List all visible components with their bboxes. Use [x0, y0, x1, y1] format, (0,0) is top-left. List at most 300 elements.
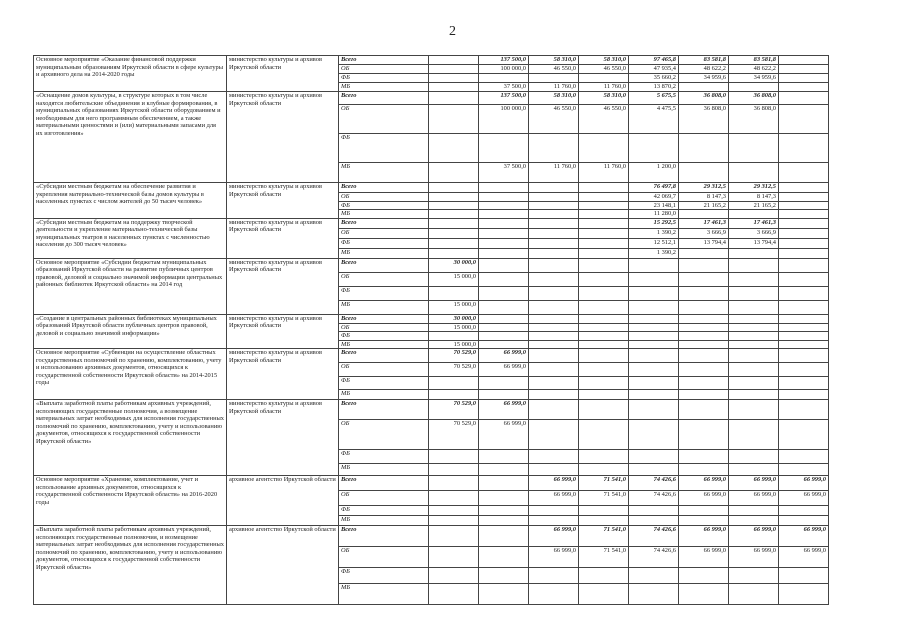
value-cell: 4 475,5	[629, 105, 679, 134]
source-label: ОБ	[339, 105, 429, 134]
value-cell	[679, 248, 729, 258]
value-cell	[579, 201, 629, 210]
value-cell: 100 000,0	[479, 105, 529, 134]
value-cell	[679, 420, 729, 450]
value-cell: 66 999,0	[729, 491, 779, 506]
value-cell: 137 500,0	[479, 92, 529, 105]
value-cell	[579, 516, 629, 526]
value-cell	[729, 332, 779, 341]
value-cell	[429, 83, 479, 92]
source-label: Всего	[339, 92, 429, 105]
value-cell	[779, 238, 829, 248]
source-label: МБ	[339, 516, 429, 526]
value-cell	[479, 228, 529, 238]
source-label: МБ	[339, 584, 429, 605]
value-cell	[429, 547, 479, 568]
value-cell: 66 999,0	[529, 547, 579, 568]
activity-description: «Субсидии местным бюджетам на обеспечение развития и укрепления материально-технической базы домов культуры в населенных пунктах с числом жителей до 50 тысяч человек»	[34, 183, 227, 219]
value-cell	[429, 56, 479, 65]
source-label: ФБ	[339, 238, 429, 248]
value-cell	[579, 258, 629, 272]
value-cell	[579, 248, 629, 258]
value-cell: 74 426,6	[629, 476, 679, 491]
value-cell	[529, 584, 579, 605]
value-cell: 1 200,0	[629, 163, 679, 183]
value-cell	[629, 516, 679, 526]
value-cell: 15 000,0	[429, 340, 479, 349]
value-cell: 21 165,2	[679, 201, 729, 210]
source-label: ФБ	[339, 450, 429, 464]
source-label: ФБ	[339, 377, 429, 390]
value-cell: 46 550,0	[579, 105, 629, 134]
value-cell	[779, 300, 829, 314]
value-cell	[729, 300, 779, 314]
source-label: Всего	[339, 183, 429, 193]
value-cell	[579, 74, 629, 83]
value-cell	[479, 210, 529, 219]
value-cell: 74 426,6	[629, 526, 679, 547]
value-cell	[779, 420, 829, 450]
value-cell: 83 581,8	[679, 56, 729, 65]
value-cell	[479, 193, 529, 202]
table-row	[34, 56, 829, 65]
value-cell	[679, 349, 729, 363]
value-cell: 13 794,4	[679, 238, 729, 248]
value-cell	[479, 584, 529, 605]
value-cell: 34 959,6	[679, 74, 729, 83]
executor-cell: министерство культуры и архивов Иркутской области	[227, 314, 339, 349]
source-label: МБ	[339, 300, 429, 314]
source-label: Всего	[339, 349, 429, 363]
value-cell	[729, 400, 779, 420]
value-cell	[779, 400, 829, 420]
value-cell: 74 426,6	[629, 547, 679, 568]
value-cell	[479, 323, 529, 332]
value-cell	[529, 400, 579, 420]
value-cell	[529, 363, 579, 377]
value-cell	[529, 464, 579, 476]
value-cell	[479, 516, 529, 526]
value-cell: 11 760,0	[579, 83, 629, 92]
value-cell	[729, 450, 779, 464]
value-cell: 15 000,0	[429, 300, 479, 314]
value-cell	[479, 464, 529, 476]
value-cell: 30 000,0	[429, 314, 479, 323]
value-cell	[679, 377, 729, 390]
source-label: Всего	[339, 476, 429, 491]
executor-cell: архивное агентство Иркутской области	[227, 476, 339, 526]
value-cell: 13 794,4	[729, 238, 779, 248]
value-cell	[529, 332, 579, 341]
activity-description: «Выплата заработной платы работникам архивных учреждений, исполняющих государственные полномочия, а возмещение материальных затрат необходимых для исполнения государственных полномочий по хранению, комплектованию, учету и использованию документов, относящихся к государственной собственности Иркутской области»	[34, 400, 227, 476]
value-cell	[779, 377, 829, 390]
activity-description: «Выплата заработной платы работникам архивных учреждений, исполняющих государственные полномочия, и возмещение материальных затрат необходимых для исполнения государственных полномочий по хранению, комплектованию, учету и использованию документов, относящихся к государственной собственности Иркутской области»	[34, 526, 227, 605]
value-cell	[579, 420, 629, 450]
value-cell	[579, 340, 629, 349]
value-cell	[779, 92, 829, 105]
value-cell: 13 870,2	[629, 83, 679, 92]
value-cell	[579, 134, 629, 163]
value-cell	[529, 340, 579, 349]
value-cell	[629, 506, 679, 516]
value-cell	[779, 314, 829, 323]
value-cell: 66 999,0	[729, 476, 779, 491]
value-cell: 37 500,0	[479, 83, 529, 92]
value-cell	[679, 210, 729, 219]
value-cell	[729, 377, 779, 390]
value-cell	[429, 218, 479, 228]
value-cell	[779, 56, 829, 65]
source-label: ОБ	[339, 491, 429, 506]
value-cell	[529, 377, 579, 390]
value-cell	[429, 516, 479, 526]
source-label: МБ	[339, 390, 429, 400]
value-cell	[679, 332, 729, 341]
executor-cell: министерство культуры и архивов Иркутской области	[227, 218, 339, 258]
value-cell	[479, 300, 529, 314]
value-cell	[679, 568, 729, 584]
value-cell	[429, 568, 479, 584]
value-cell	[429, 193, 479, 202]
value-cell	[429, 134, 479, 163]
value-cell	[529, 506, 579, 516]
executor-cell: министерство культуры и архивов Иркутской области	[227, 400, 339, 476]
source-label: ОБ	[339, 65, 429, 74]
value-cell: 17 461,3	[679, 218, 729, 228]
value-cell	[679, 258, 729, 272]
source-label: МБ	[339, 210, 429, 219]
value-cell	[479, 450, 529, 464]
value-cell	[479, 134, 529, 163]
value-cell	[629, 314, 679, 323]
value-cell	[729, 584, 779, 605]
value-cell	[529, 349, 579, 363]
value-cell: 5 675,5	[629, 92, 679, 105]
value-cell	[629, 340, 679, 349]
value-cell	[479, 314, 529, 323]
value-cell	[529, 516, 579, 526]
value-cell: 1 390,2	[629, 248, 679, 258]
value-cell	[629, 390, 679, 400]
executor-cell: архивное агентство Иркутской области	[227, 526, 339, 605]
value-cell	[529, 390, 579, 400]
value-cell: 35 660,2	[629, 74, 679, 83]
source-label: ОБ	[339, 323, 429, 332]
value-cell: 21 165,2	[729, 201, 779, 210]
executor-cell: министерство культуры и архивов Иркутской области	[227, 92, 339, 183]
value-cell	[529, 210, 579, 219]
value-cell	[779, 332, 829, 341]
value-cell	[629, 300, 679, 314]
value-cell	[629, 464, 679, 476]
value-cell: 74 426,6	[629, 491, 679, 506]
value-cell	[729, 420, 779, 450]
value-cell: 70 529,0	[429, 349, 479, 363]
value-cell: 58 310,0	[529, 92, 579, 105]
value-cell	[679, 340, 729, 349]
value-cell	[629, 363, 679, 377]
source-label: ОБ	[339, 547, 429, 568]
value-cell	[579, 210, 629, 219]
value-cell: 97 465,8	[629, 56, 679, 65]
value-cell	[479, 332, 529, 341]
value-cell	[479, 390, 529, 400]
value-cell: 58 310,0	[579, 56, 629, 65]
value-cell	[529, 300, 579, 314]
value-cell	[479, 286, 529, 300]
value-cell: 47 935,4	[629, 65, 679, 74]
value-cell	[679, 363, 729, 377]
value-cell	[729, 210, 779, 219]
value-cell	[779, 83, 829, 92]
value-cell: 66 999,0	[729, 526, 779, 547]
value-cell	[679, 83, 729, 92]
value-cell: 46 550,0	[529, 105, 579, 134]
value-cell	[779, 323, 829, 332]
value-cell: 66 999,0	[779, 547, 829, 568]
value-cell	[779, 65, 829, 74]
value-cell	[729, 323, 779, 332]
value-cell	[779, 201, 829, 210]
value-cell	[629, 400, 679, 420]
value-cell	[779, 218, 829, 228]
value-cell	[779, 74, 829, 83]
value-cell	[529, 248, 579, 258]
value-cell	[729, 134, 779, 163]
value-cell	[479, 377, 529, 390]
value-cell	[479, 183, 529, 193]
value-cell	[579, 323, 629, 332]
value-cell	[729, 390, 779, 400]
value-cell: 66 999,0	[729, 547, 779, 568]
value-cell	[779, 163, 829, 183]
value-cell	[579, 390, 629, 400]
value-cell	[779, 134, 829, 163]
table-row	[34, 349, 829, 363]
value-cell	[779, 258, 829, 272]
value-cell	[479, 340, 529, 349]
value-cell	[479, 238, 529, 248]
value-cell	[579, 450, 629, 464]
value-cell	[429, 390, 479, 400]
value-cell	[629, 568, 679, 584]
value-cell	[579, 314, 629, 323]
value-cell	[579, 193, 629, 202]
value-cell	[779, 584, 829, 605]
value-cell	[429, 105, 479, 134]
activity-description: Основное мероприятие «Хранение, комплектование, учет и использование архивных документов, относящихся к государственной собственности Иркутской области» на 2016-2020 годы	[34, 476, 227, 526]
value-cell	[579, 238, 629, 248]
source-label: МБ	[339, 464, 429, 476]
value-cell: 137 500,0	[479, 56, 529, 65]
value-cell: 23 148,1	[629, 201, 679, 210]
value-cell	[479, 506, 529, 516]
value-cell: 66 999,0	[679, 476, 729, 491]
source-label: ФБ	[339, 332, 429, 341]
table-row	[34, 314, 829, 323]
value-cell	[779, 210, 829, 219]
value-cell: 66 999,0	[679, 491, 729, 506]
value-cell	[629, 272, 679, 286]
activity-description: Основное мероприятие «Субсидии бюджетам муниципальных образований Иркутской области на развитие публичных центров правовой, деловой и социально значимой информации центральных районных библиотек Иркутской области» на 2014 год	[34, 258, 227, 314]
value-cell	[579, 300, 629, 314]
value-cell	[629, 258, 679, 272]
value-cell	[429, 201, 479, 210]
value-cell	[729, 464, 779, 476]
value-cell: 66 999,0	[479, 420, 529, 450]
value-cell: 29 312,5	[729, 183, 779, 193]
value-cell	[429, 464, 479, 476]
value-cell: 71 541,0	[579, 491, 629, 506]
value-cell: 12 512,1	[629, 238, 679, 248]
value-cell	[479, 476, 529, 491]
value-cell: 11 760,0	[579, 163, 629, 183]
value-cell: 37 500,0	[479, 163, 529, 183]
source-label: Всего	[339, 56, 429, 65]
value-cell	[529, 201, 579, 210]
value-cell	[529, 450, 579, 464]
value-cell	[679, 286, 729, 300]
source-label: Всего	[339, 526, 429, 547]
value-cell	[529, 238, 579, 248]
value-cell	[779, 183, 829, 193]
value-cell	[779, 272, 829, 286]
value-cell: 15 292,5	[629, 218, 679, 228]
value-cell	[679, 464, 729, 476]
activity-description: Основное мероприятие «Субвенции на осуществление областных государственных полномочий по хранению, комплектованию, учету и использованию архивных документов, относящихся к государственной собственности Иркутской области» на 2014-2015 годы	[34, 349, 227, 400]
value-cell	[429, 183, 479, 193]
source-label: Всего	[339, 400, 429, 420]
value-cell	[529, 258, 579, 272]
value-cell	[729, 272, 779, 286]
source-label: ФБ	[339, 134, 429, 163]
value-cell: 66 999,0	[529, 476, 579, 491]
value-cell	[529, 420, 579, 450]
table-row	[34, 183, 829, 193]
value-cell	[429, 332, 479, 341]
value-cell	[679, 584, 729, 605]
value-cell	[529, 286, 579, 300]
value-cell	[579, 286, 629, 300]
value-cell	[679, 134, 729, 163]
value-cell	[779, 516, 829, 526]
value-cell	[579, 584, 629, 605]
value-cell: 83 581,8	[729, 56, 779, 65]
value-cell: 66 999,0	[679, 547, 729, 568]
value-cell: 11 280,0	[629, 210, 679, 219]
value-cell	[529, 314, 579, 323]
value-cell	[429, 74, 479, 83]
value-cell: 58 310,0	[529, 56, 579, 65]
activity-description: «Субсидии местным бюджетам на поддержку творческой деятельности и укрепление материально-технической базы муниципальных театров в населенных пунктах с численностью населения до 300 тысяч человек»	[34, 218, 227, 258]
value-cell	[529, 228, 579, 238]
value-cell	[629, 323, 679, 332]
value-cell: 66 999,0	[529, 526, 579, 547]
source-label: ОБ	[339, 228, 429, 238]
value-cell: 58 310,0	[579, 92, 629, 105]
financing-table	[33, 55, 829, 605]
source-label: ФБ	[339, 201, 429, 210]
executor-cell: министерство культуры и архивов Иркутской области	[227, 183, 339, 219]
value-cell: 76 497,8	[629, 183, 679, 193]
source-label: ОБ	[339, 420, 429, 450]
value-cell	[779, 286, 829, 300]
value-cell: 66 999,0	[679, 526, 729, 547]
value-cell	[429, 228, 479, 238]
value-cell	[429, 286, 479, 300]
value-cell	[779, 349, 829, 363]
value-cell: 30 000,0	[429, 258, 479, 272]
value-cell: 8 147,3	[679, 193, 729, 202]
value-cell	[729, 363, 779, 377]
value-cell	[579, 506, 629, 516]
value-cell	[429, 506, 479, 516]
value-cell	[679, 272, 729, 286]
value-cell	[429, 238, 479, 248]
source-label: Всего	[339, 218, 429, 228]
value-cell	[679, 390, 729, 400]
value-cell	[579, 332, 629, 341]
value-cell: 15 000,0	[429, 323, 479, 332]
source-label: ФБ	[339, 506, 429, 516]
value-cell	[779, 193, 829, 202]
value-cell	[629, 349, 679, 363]
value-cell	[429, 526, 479, 547]
value-cell	[579, 218, 629, 228]
table-row	[34, 526, 829, 547]
value-cell	[429, 377, 479, 390]
activity-description: «Создание в центральных районных библиотеках муниципальных образований Иркутской области публичных центров правовой, деловой и социально значимой информации»	[34, 314, 227, 349]
value-cell	[779, 363, 829, 377]
value-cell	[479, 74, 529, 83]
value-cell	[529, 74, 579, 83]
table-row	[34, 476, 829, 491]
value-cell: 66 999,0	[529, 491, 579, 506]
source-label: Всего	[339, 314, 429, 323]
value-cell	[579, 568, 629, 584]
value-cell	[479, 547, 529, 568]
value-cell	[529, 134, 579, 163]
value-cell	[579, 349, 629, 363]
value-cell: 36 808,0	[679, 105, 729, 134]
source-label: МБ	[339, 340, 429, 349]
value-cell: 1 390,2	[629, 228, 679, 238]
source-label: ФБ	[339, 74, 429, 83]
value-cell	[729, 83, 779, 92]
value-cell: 66 999,0	[779, 526, 829, 547]
value-cell	[729, 568, 779, 584]
value-cell	[429, 210, 479, 219]
value-cell	[779, 248, 829, 258]
value-cell: 34 959,6	[729, 74, 779, 83]
value-cell	[679, 163, 729, 183]
value-cell: 71 541,0	[579, 547, 629, 568]
value-cell	[679, 516, 729, 526]
value-cell	[729, 516, 779, 526]
source-label: ОБ	[339, 272, 429, 286]
value-cell: 3 666,9	[729, 228, 779, 238]
value-cell	[479, 258, 529, 272]
value-cell: 70 529,0	[429, 400, 479, 420]
value-cell: 11 760,0	[529, 83, 579, 92]
value-cell	[529, 218, 579, 228]
value-cell	[579, 183, 629, 193]
value-cell	[529, 568, 579, 584]
source-label: ФБ	[339, 568, 429, 584]
value-cell	[779, 464, 829, 476]
value-cell	[429, 163, 479, 183]
value-cell: 48 622,2	[679, 65, 729, 74]
